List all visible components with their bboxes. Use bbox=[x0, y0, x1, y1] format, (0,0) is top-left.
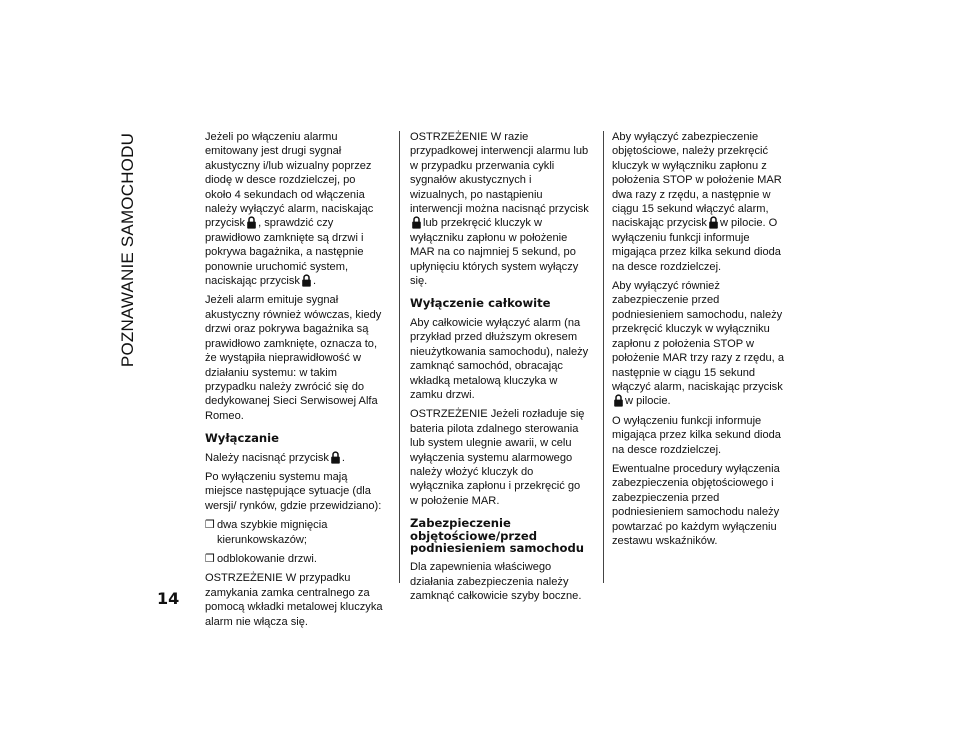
paragraph-text: , sprawdzić czy prawidłowo zamknięte są drzwi i pokrywa bagażnika, a następnie ponownie uruchomić system, naciskając przycisk bbox=[205, 217, 364, 288]
section-heading: Wyłączanie bbox=[205, 431, 280, 446]
list-item-block bbox=[205, 552, 385, 566]
bullet-box-icon: ❒ bbox=[205, 552, 215, 565]
paragraph-text: Jeżeli alarm emituje sygnał akustyczny również wówczas, kiedy drzwi oraz pokrywa bagażnika są prawidłowo zamknięte, oznacza to, że wystąpiła nieprawidłowość w działaniu systemu: w takim przypadku należy zwrócić się do dedykowanej Sieci Serwisowej Alfa Romeo. bbox=[205, 294, 382, 422]
paragraph bbox=[612, 462, 792, 548]
paragraph-text: Ewentualne procedury wyłączenia zabezpieczenia objętościowego i zabezpieczenia przed podniesieniem samochodu należy powtarzać po każdym wyłączeniu zestawu wskaźników. bbox=[612, 462, 780, 547]
bullet-box-icon: ❒ bbox=[205, 519, 215, 532]
paragraph bbox=[612, 279, 792, 409]
lock-key-icon bbox=[613, 394, 624, 407]
text-column-3 bbox=[612, 130, 792, 553]
paragraph-text: Należy nacisnąć przycisk bbox=[205, 451, 329, 464]
list-item-block bbox=[205, 518, 385, 547]
paragraph-text: OSTRZEŻENIE W przypadku zamykania zamka centralnego za pomocą wkładki metalowej kluczyka alarm nie włącza się. bbox=[205, 572, 383, 628]
sidebar-section-title: POZNAWANIE SAMOCHODU bbox=[118, 132, 137, 368]
paragraph bbox=[205, 130, 385, 288]
paragraph-text: w pilocie. bbox=[625, 395, 671, 408]
paragraph bbox=[410, 316, 590, 402]
page-number: 14 bbox=[157, 589, 180, 608]
paragraph bbox=[410, 560, 590, 603]
paragraph bbox=[205, 470, 385, 513]
section-heading: Zabezpieczenie objętościowe/przed podniesieniem samochodu bbox=[410, 516, 585, 555]
paragraph-text: lub przekręcić kluczyk w wyłączniku zapłonu w położenie MAR na co najmniej 5 sekund, po upłynięciu których system wyłączy się. bbox=[410, 217, 579, 288]
paragraph bbox=[205, 571, 385, 629]
section-heading: Wyłączenie całkowite bbox=[410, 296, 551, 311]
list-item-text: odblokowanie drzwi. bbox=[217, 552, 317, 565]
lock-key-icon bbox=[301, 274, 312, 287]
lock-key-icon bbox=[330, 451, 341, 464]
paragraph-text: Po wyłączeniu systemu mają miejsce następujące sytuacje (dla wersji/ rynków, gdzie przewidziano): bbox=[205, 470, 382, 512]
paragraph-text: w pilocie. O wyłączeniu funkcji informuje migająca przez kilka sekund dioda na desce rozdzielczej. bbox=[612, 217, 781, 273]
paragraph bbox=[410, 407, 590, 508]
paragraph-text: Aby całkowicie wyłączyć alarm (na przykład przed dłuższym okresem nieużytkowania samochodu), należy zamknąć samochód, obracając wkładką metalową kluczyka w zamku drzwi. bbox=[410, 316, 589, 401]
column-divider bbox=[603, 131, 604, 583]
paragraph bbox=[205, 451, 385, 465]
paragraph-text: Jeżeli po włączeniu alarmu emitowany jest drugi sygnał akustyczny i/lub wizualny poprzez diodę w desce rozdzielczej, po około 4 sekundach od włączenia należy wyłączyć alarm, naciskając przycisk bbox=[205, 131, 374, 230]
paragraph-text: O wyłączeniu funkcji informuje migająca przez kilka sekund dioda na desce rozdzielczej. bbox=[612, 414, 781, 456]
paragraph bbox=[612, 130, 792, 274]
lock-key-icon bbox=[708, 216, 719, 229]
lock-key-icon bbox=[411, 216, 422, 229]
text-column-2 bbox=[410, 130, 590, 609]
list-item bbox=[205, 552, 385, 566]
lock-key-icon bbox=[246, 216, 257, 229]
list-item bbox=[205, 518, 385, 547]
paragraph bbox=[612, 414, 792, 457]
paragraph-text: OSTRZEŻENIE Jeżeli rozładuje się bateria pilota zdalnego sterowania lub system ulegnie awarii, w celu wyłączenia systemu alarmowego należy włożyć kluczyk do wyłącznika zapłonu i przekręcić go w położenie MAR. bbox=[410, 408, 585, 507]
paragraph-text: . bbox=[312, 275, 317, 288]
paragraph-text: Dla zapewnienia właściwego działania zabezpieczenia należy zamknąć całkowicie szyby boczne. bbox=[410, 561, 582, 603]
column-divider bbox=[399, 131, 400, 583]
paragraph bbox=[410, 130, 590, 288]
paragraph bbox=[205, 293, 385, 423]
paragraph-text: Aby wyłączyć zabezpieczenie objętościowe, należy przekręcić kluczyk w wyłączniku zapłonu z położenia STOP w położenie MAR dwa razy z rzędu, a następnie w ciągu 15 sekund włączyć alarm, naciskając przycisk bbox=[612, 131, 782, 230]
text-column-1 bbox=[205, 130, 385, 634]
list-item-text: dwa szybkie mignięcia kierunkowskazów; bbox=[217, 519, 328, 546]
paragraph-text: . bbox=[341, 451, 346, 464]
paragraph-text: Aby wyłączyć również zabezpieczenie przed podniesieniem samochodu, należy przekręcić kluczyk w wyłączniku zapłonu z położenia STOP w położenie MAR trzy razy z rzędu, a następnie w ciągu 15 sekund włączyć alarm, naciskając przycisk bbox=[612, 280, 785, 393]
paragraph-text: OSTRZEŻENIE W razie przypadkowej interwencji alarmu lub w przypadku przerwania cykli sygnałów akustycznych i wizualnych, po nastąpieniu interwencji można nacisnąć przycisk bbox=[410, 131, 589, 216]
